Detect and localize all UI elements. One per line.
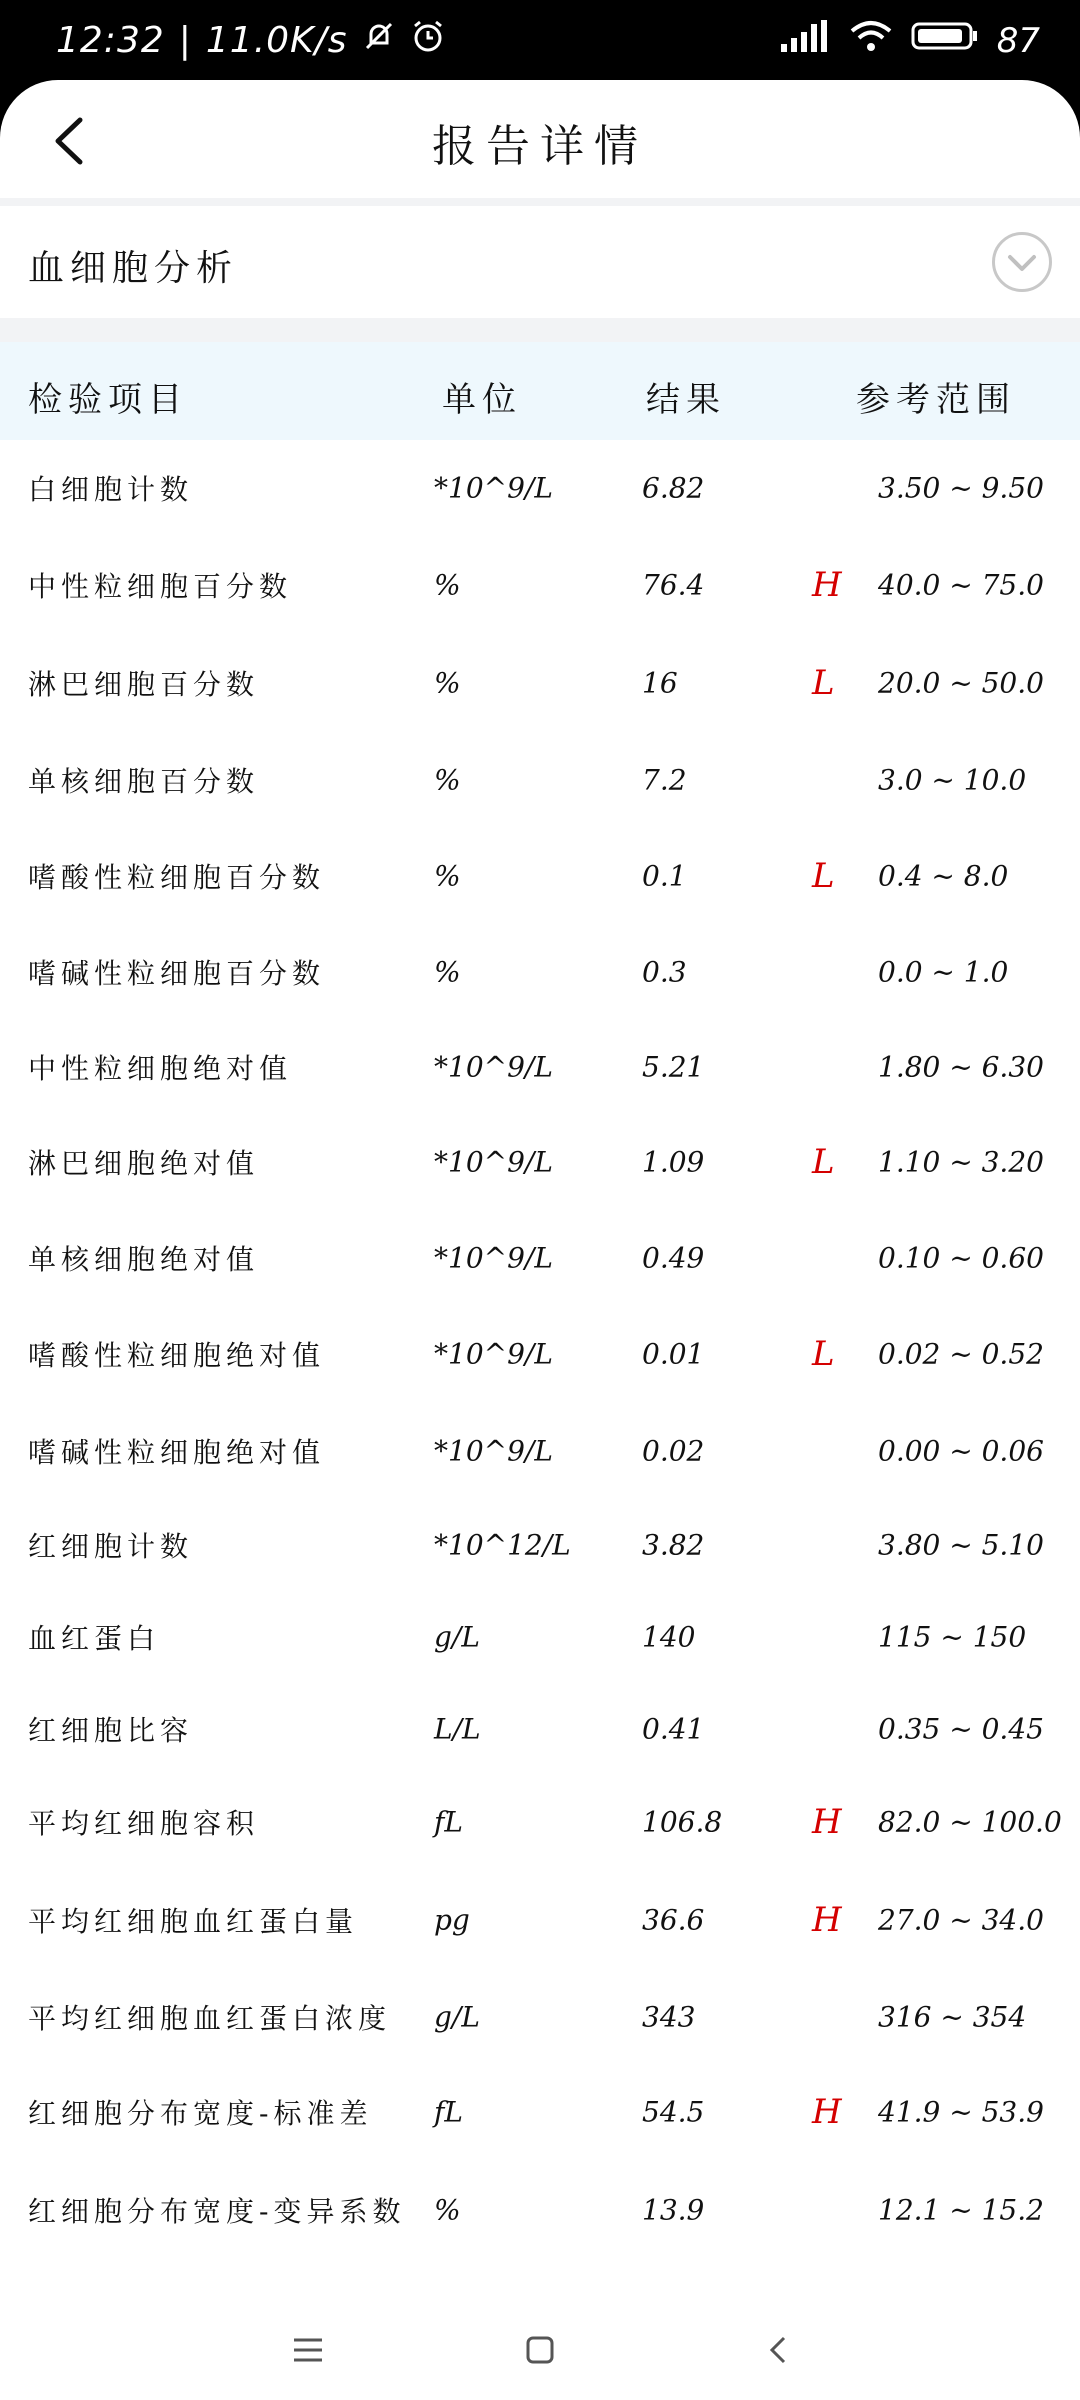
system-nav-bar [0, 2300, 1080, 2400]
table-row [0, 732, 1080, 828]
row-unit: *10^9/L [434, 471, 553, 505]
row-unit: *10^12/L [434, 1528, 571, 1562]
table-row [0, 1774, 1080, 1870]
header-result: 结果 [646, 380, 726, 420]
row-result: 5.21 [642, 1050, 705, 1084]
row-name: 平均红细胞血红蛋白量 [28, 1905, 359, 1938]
section-gap [0, 318, 1080, 342]
row-unit: % [434, 859, 461, 893]
table-row [0, 1210, 1080, 1306]
row-range: 3.0 ~ 10.0 [878, 763, 1027, 797]
battery-icon [911, 20, 979, 61]
row-result: 140 [642, 1620, 696, 1654]
row-result: 6.82 [642, 471, 705, 505]
table-row [0, 1870, 1080, 1970]
row-range: 40.0 ~ 75.0 [878, 568, 1044, 602]
row-name: 单核细胞百分数 [28, 765, 260, 798]
row-result: 343 [642, 2000, 696, 2034]
section-title: 血细胞分析 [28, 248, 239, 289]
row-unit: g/L [434, 1620, 480, 1654]
row-result: 0.02 [642, 1434, 705, 1468]
row-range: 82.0 ~ 100.0 [878, 1805, 1062, 1839]
row-result: 54.5 [642, 2095, 705, 2129]
row-name: 平均红细胞血红蛋白浓度 [28, 2002, 392, 2035]
wifi-icon [849, 19, 893, 62]
row-result: 0.1 [642, 859, 687, 893]
row-range: 316 ~ 354 [878, 2000, 1027, 2034]
row-name: 中性粒细胞绝对值 [28, 1052, 293, 1085]
table-row [0, 1306, 1080, 1402]
row-range: 0.0 ~ 1.0 [878, 955, 1009, 989]
row-result: 3.82 [642, 1528, 705, 1562]
menu-icon [286, 2328, 330, 2372]
row-unit: pg [434, 1903, 470, 1937]
mute-bell-icon [362, 19, 396, 62]
row-name: 淋巴细胞绝对值 [28, 1147, 260, 1180]
row-result: 106.8 [642, 1805, 723, 1839]
row-name: 红细胞计数 [28, 1530, 194, 1563]
row-flag: H [812, 2092, 842, 2132]
status-right [777, 18, 1040, 63]
row-flag: H [812, 1900, 842, 1940]
table-row [0, 1020, 1080, 1114]
row-flag: L [812, 856, 835, 896]
row-unit: *10^9/L [434, 1337, 553, 1371]
row-unit: *10^9/L [434, 1241, 553, 1275]
system-back-button[interactable] [756, 2328, 800, 2372]
table-row [0, 1590, 1080, 1684]
row-name: 红细胞分布宽度-变异系数 [28, 2195, 406, 2228]
row-unit: fL [434, 2095, 463, 2129]
row-name: 单核细胞绝对值 [28, 1243, 260, 1276]
row-range: 1.80 ~ 6.30 [878, 1050, 1044, 1084]
row-unit: % [434, 2193, 461, 2227]
row-unit: g/L [434, 2000, 480, 2034]
row-range: 0.02 ~ 0.52 [878, 1337, 1044, 1371]
row-flag: H [812, 565, 842, 605]
row-name: 平均红细胞容积 [28, 1807, 260, 1840]
row-flag: L [812, 1142, 835, 1182]
row-unit: *10^9/L [434, 1434, 553, 1468]
row-unit: % [434, 763, 461, 797]
row-name: 红细胞比容 [28, 1714, 194, 1747]
row-result: 0.3 [642, 955, 687, 989]
row-unit: % [434, 666, 461, 700]
row-name: 淋巴细胞百分数 [28, 668, 260, 701]
table-row [0, 536, 1080, 634]
status-left [56, 18, 446, 63]
row-unit: % [434, 568, 461, 602]
row-name: 嗜酸性粒细胞绝对值 [28, 1339, 326, 1372]
row-unit: % [434, 955, 461, 989]
table-row [0, 924, 1080, 1020]
table-row [0, 440, 1080, 536]
status-network-speed: 11.0K/s [205, 20, 348, 61]
header-item: 检验项目 [28, 380, 188, 420]
row-name: 中性粒细胞百分数 [28, 570, 293, 603]
row-result: 0.41 [642, 1712, 705, 1746]
row-name: 嗜碱性粒细胞绝对值 [28, 1436, 326, 1469]
home-square-icon [518, 2328, 562, 2372]
status-divider: | [178, 20, 192, 61]
page-title: 报告详情 [432, 121, 648, 172]
row-range: 115 ~ 150 [878, 1620, 1027, 1654]
row-result: 76.4 [642, 568, 705, 602]
row-unit: *10^9/L [434, 1050, 553, 1084]
row-name: 白细胞计数 [28, 473, 194, 506]
battery-level: 87 [996, 20, 1040, 61]
row-flag: H [812, 1802, 842, 1842]
table-row [0, 1402, 1080, 1500]
row-range: 3.50 ~ 9.50 [878, 471, 1044, 505]
row-name: 嗜碱性粒细胞百分数 [28, 957, 326, 990]
table-header [0, 342, 1080, 440]
table-row [0, 1684, 1080, 1774]
expand-button[interactable] [992, 232, 1052, 292]
row-result: 0.49 [642, 1241, 705, 1275]
top-bar [0, 80, 1080, 198]
row-range: 41.9 ~ 53.9 [878, 2095, 1044, 2129]
header-range: 参考范围 [856, 380, 1016, 420]
hd-signal-icon [777, 18, 831, 63]
row-flag: L [812, 1334, 835, 1374]
row-range: 0.35 ~ 0.45 [878, 1712, 1044, 1746]
table-body [0, 440, 1080, 2260]
row-range: 0.4 ~ 8.0 [878, 859, 1009, 893]
row-result: 7.2 [642, 763, 687, 797]
row-result: 36.6 [642, 1903, 705, 1937]
status-time: 12:32 [56, 20, 165, 61]
back-triangle-icon [756, 2328, 800, 2372]
row-range: 12.1 ~ 15.2 [878, 2193, 1044, 2227]
row-range: 1.10 ~ 3.20 [878, 1145, 1044, 1179]
table-row [0, 2160, 1080, 2260]
app-surface [0, 80, 1080, 2400]
table-row [0, 2064, 1080, 2160]
chevron-down-icon [995, 235, 1049, 289]
row-unit: *10^9/L [434, 1145, 553, 1179]
row-name: 血红蛋白 [28, 1622, 161, 1655]
status-bar [0, 0, 1080, 80]
table-row [0, 1114, 1080, 1210]
section-header[interactable] [0, 206, 1080, 318]
row-range: 20.0 ~ 50.0 [878, 666, 1044, 700]
table-row [0, 1970, 1080, 2064]
row-range: 0.10 ~ 0.60 [878, 1241, 1044, 1275]
row-range: 27.0 ~ 34.0 [878, 1903, 1044, 1937]
row-unit: L/L [434, 1712, 481, 1746]
row-name: 红细胞分布宽度-标准差 [28, 2097, 373, 2130]
home-button[interactable] [518, 2328, 562, 2372]
table-row [0, 1500, 1080, 1590]
header-unit: 单位 [442, 380, 522, 420]
row-name: 嗜酸性粒细胞百分数 [28, 861, 326, 894]
row-unit: fL [434, 1805, 463, 1839]
row-result: 13.9 [642, 2193, 705, 2227]
row-result: 16 [642, 666, 678, 700]
row-range: 3.80 ~ 5.10 [878, 1528, 1044, 1562]
menu-button[interactable] [286, 2328, 330, 2372]
row-flag: L [812, 663, 835, 703]
row-result: 1.09 [642, 1145, 705, 1179]
divider [0, 198, 1080, 206]
alarm-icon [410, 18, 446, 63]
table-row [0, 828, 1080, 924]
row-result: 0.01 [642, 1337, 705, 1371]
table-row [0, 634, 1080, 732]
row-range: 0.00 ~ 0.06 [878, 1434, 1044, 1468]
